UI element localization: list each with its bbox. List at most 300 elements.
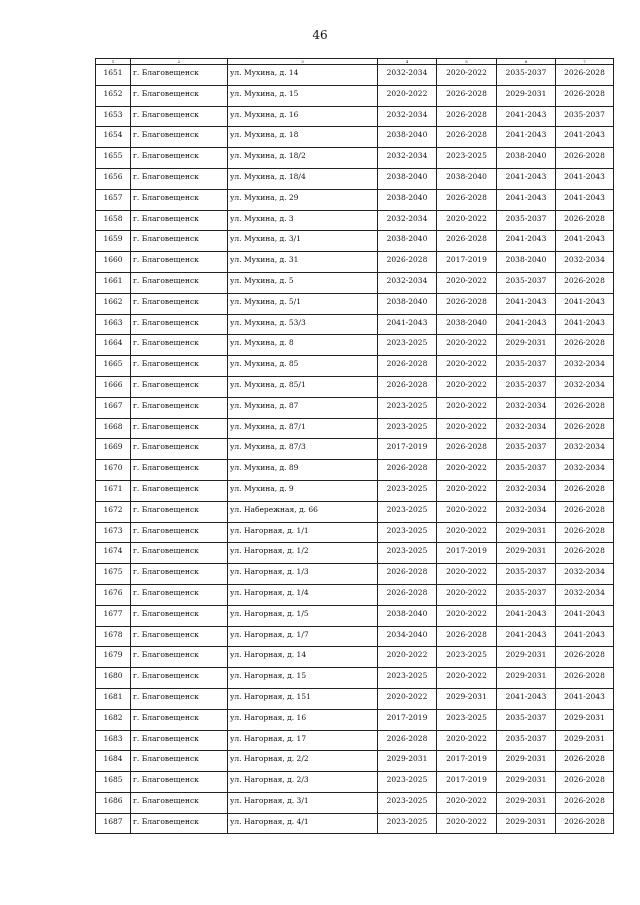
period-cell: 2020-2022 (437, 272, 497, 293)
row-number: 1666 (96, 376, 131, 397)
table-row (96, 584, 614, 605)
period-cell: 2020-2022 (378, 85, 437, 106)
city-cell: г. Благовещенск (131, 584, 228, 605)
period-cell: 2020-2022 (437, 564, 497, 585)
period-cell: 2041-2043 (556, 231, 614, 252)
period-cell: 2026-2028 (378, 356, 437, 377)
row-number: 1663 (96, 314, 131, 335)
city-cell: г. Благовещенск (131, 501, 228, 522)
address-cell: ул. Мухина, д. 87/3 (228, 439, 378, 460)
period-cell: 2041-2043 (378, 314, 437, 335)
period-cell: 2026-2028 (378, 584, 437, 605)
city-cell: г. Благовещенск (131, 356, 228, 377)
period-cell: 2032-2034 (378, 65, 437, 86)
table-row (96, 65, 614, 86)
city-cell: г. Благовещенск (131, 127, 228, 148)
period-cell: 2026-2028 (378, 460, 437, 481)
address-cell: ул. Нагорная, д. 17 (228, 730, 378, 751)
table-row (96, 210, 614, 231)
city-cell: г. Благовещенск (131, 439, 228, 460)
period-cell: 2029-2031 (556, 730, 614, 751)
address-cell: ул. Мухина, д. 5/1 (228, 293, 378, 314)
table-row (96, 605, 614, 626)
address-cell: ул. Нагорная, д. 2/3 (228, 772, 378, 793)
period-cell: 2026-2028 (556, 272, 614, 293)
period-cell: 2017-2019 (378, 439, 437, 460)
row-number: 1685 (96, 772, 131, 793)
period-cell: 2032-2034 (497, 397, 556, 418)
period-cell: 2035-2037 (497, 564, 556, 585)
period-cell: 2023-2025 (378, 543, 437, 564)
period-cell: 2020-2022 (437, 65, 497, 86)
row-number: 1671 (96, 480, 131, 501)
period-cell: 2029-2031 (497, 668, 556, 689)
city-cell: г. Благовещенск (131, 231, 228, 252)
table-row (96, 376, 614, 397)
period-cell: 2032-2034 (556, 376, 614, 397)
row-number: 1654 (96, 127, 131, 148)
address-cell: ул. Мухина, д. 87/1 (228, 418, 378, 439)
address-cell: ул. Мухина, д. 15 (228, 85, 378, 106)
period-cell: 2038-2040 (378, 605, 437, 626)
row-number: 1670 (96, 460, 131, 481)
period-cell: 2026-2028 (378, 252, 437, 273)
period-cell: 2038-2040 (378, 231, 437, 252)
period-cell: 2026-2028 (556, 85, 614, 106)
address-cell: ул. Нагорная, д. 1/5 (228, 605, 378, 626)
period-cell: 2026-2028 (556, 522, 614, 543)
period-cell: 2026-2028 (556, 480, 614, 501)
city-cell: г. Благовещенск (131, 772, 228, 793)
period-cell: 2038-2040 (497, 252, 556, 273)
city-cell: г. Благовещенск (131, 813, 228, 834)
period-cell: 2041-2043 (556, 127, 614, 148)
column-number: 3 (228, 59, 378, 65)
period-cell: 2032-2034 (497, 418, 556, 439)
period-cell: 2035-2037 (497, 65, 556, 86)
period-cell: 2032-2034 (378, 210, 437, 231)
address-cell: ул. Мухина, д. 18/2 (228, 148, 378, 169)
row-number: 1686 (96, 792, 131, 813)
row-number: 1679 (96, 647, 131, 668)
row-number: 1669 (96, 439, 131, 460)
row-number: 1680 (96, 668, 131, 689)
row-number: 1687 (96, 813, 131, 834)
period-cell: 2032-2034 (378, 148, 437, 169)
period-cell: 2026-2028 (556, 418, 614, 439)
row-number: 1681 (96, 688, 131, 709)
table-row (96, 148, 614, 169)
city-cell: г. Благовещенск (131, 605, 228, 626)
period-cell: 2038-2040 (378, 168, 437, 189)
row-number: 1656 (96, 168, 131, 189)
period-cell: 2032-2034 (556, 584, 614, 605)
city-cell: г. Благовещенск (131, 730, 228, 751)
period-cell: 2041-2043 (497, 688, 556, 709)
period-cell: 2020-2022 (437, 792, 497, 813)
address-cell: ул. Нагорная, д. 3/1 (228, 792, 378, 813)
table-row (96, 730, 614, 751)
period-cell: 2029-2031 (497, 751, 556, 772)
row-number: 1660 (96, 252, 131, 273)
period-cell: 2032-2034 (556, 439, 614, 460)
period-cell: 2038-2040 (378, 293, 437, 314)
city-cell: г. Благовещенск (131, 293, 228, 314)
period-cell: 2041-2043 (497, 106, 556, 127)
row-number: 1659 (96, 231, 131, 252)
table-row (96, 751, 614, 772)
address-cell: ул. Нагорная, д. 4/1 (228, 813, 378, 834)
table-row (96, 252, 614, 273)
address-cell: ул. Мухина, д. 29 (228, 189, 378, 210)
period-cell: 2041-2043 (497, 293, 556, 314)
column-number: 4 (378, 59, 437, 65)
period-cell: 2038-2040 (378, 127, 437, 148)
period-cell: 2026-2028 (556, 148, 614, 169)
address-cell: ул. Мухина, д. 9 (228, 480, 378, 501)
address-cell: ул. Мухина, д. 85 (228, 356, 378, 377)
row-number: 1657 (96, 189, 131, 210)
table-row (96, 626, 614, 647)
table-row (96, 418, 614, 439)
period-cell: 2041-2043 (497, 189, 556, 210)
period-cell: 2029-2031 (556, 709, 614, 730)
column-number: 6 (497, 59, 556, 65)
city-cell: г. Благовещенск (131, 792, 228, 813)
period-cell: 2038-2040 (437, 314, 497, 335)
table-row (96, 272, 614, 293)
period-cell: 2035-2037 (497, 439, 556, 460)
period-cell: 2029-2031 (497, 772, 556, 793)
table-row (96, 688, 614, 709)
address-cell: ул. Набережная, д. 66 (228, 501, 378, 522)
period-cell: 2029-2031 (437, 688, 497, 709)
address-cell: ул. Нагорная, д. 151 (228, 688, 378, 709)
table-row (96, 106, 614, 127)
row-number: 1668 (96, 418, 131, 439)
period-cell: 2020-2022 (437, 210, 497, 231)
period-cell: 2032-2034 (556, 460, 614, 481)
period-cell: 2026-2028 (378, 376, 437, 397)
row-number: 1661 (96, 272, 131, 293)
period-cell: 2035-2037 (497, 210, 556, 231)
period-cell: 2026-2028 (556, 543, 614, 564)
city-cell: г. Благовещенск (131, 106, 228, 127)
period-cell: 2032-2034 (378, 106, 437, 127)
period-cell: 2023-2025 (378, 501, 437, 522)
period-cell: 2029-2031 (497, 335, 556, 356)
address-cell: ул. Нагорная, д. 1/2 (228, 543, 378, 564)
table-row (96, 647, 614, 668)
period-cell: 2041-2043 (556, 688, 614, 709)
period-cell: 2023-2025 (378, 668, 437, 689)
period-cell: 2023-2025 (437, 709, 497, 730)
period-cell: 2020-2022 (437, 730, 497, 751)
period-cell: 2026-2028 (437, 106, 497, 127)
period-cell: 2041-2043 (556, 626, 614, 647)
period-cell: 2026-2028 (437, 231, 497, 252)
period-cell: 2026-2028 (556, 65, 614, 86)
city-cell: г. Благовещенск (131, 564, 228, 585)
row-number: 1672 (96, 501, 131, 522)
table-row (96, 356, 614, 377)
address-cell: ул. Мухина, д. 18 (228, 127, 378, 148)
period-cell: 2038-2040 (378, 189, 437, 210)
period-cell: 2035-2037 (497, 709, 556, 730)
city-cell: г. Благовещенск (131, 709, 228, 730)
period-cell: 2029-2031 (497, 85, 556, 106)
period-cell: 2026-2028 (556, 813, 614, 834)
period-cell: 2035-2037 (497, 356, 556, 377)
period-cell: 2026-2028 (556, 210, 614, 231)
city-cell: г. Благовещенск (131, 668, 228, 689)
table-row (96, 772, 614, 793)
period-cell: 2026-2028 (556, 335, 614, 356)
table-row (96, 439, 614, 460)
period-cell: 2020-2022 (437, 605, 497, 626)
period-cell: 2032-2034 (556, 564, 614, 585)
city-cell: г. Благовещенск (131, 418, 228, 439)
row-number: 1655 (96, 148, 131, 169)
column-number: 2 (131, 59, 228, 65)
city-cell: г. Благовещенск (131, 751, 228, 772)
period-cell: 2041-2043 (556, 293, 614, 314)
period-cell: 2041-2043 (497, 168, 556, 189)
city-cell: г. Благовещенск (131, 397, 228, 418)
row-number: 1682 (96, 709, 131, 730)
period-cell: 2029-2031 (497, 522, 556, 543)
period-cell: 2017-2019 (437, 252, 497, 273)
period-cell: 2020-2022 (437, 480, 497, 501)
row-number: 1684 (96, 751, 131, 772)
period-cell: 2034-2040 (378, 626, 437, 647)
table-row (96, 85, 614, 106)
address-cell: ул. Нагорная, д. 16 (228, 709, 378, 730)
row-number: 1677 (96, 605, 131, 626)
row-number: 1675 (96, 564, 131, 585)
period-cell: 2041-2043 (556, 189, 614, 210)
row-number: 1662 (96, 293, 131, 314)
city-cell: г. Благовещенск (131, 376, 228, 397)
period-cell: 2023-2025 (378, 772, 437, 793)
table-row (96, 168, 614, 189)
period-cell: 2026-2028 (556, 397, 614, 418)
address-cell: ул. Мухина, д. 31 (228, 252, 378, 273)
period-cell: 2026-2028 (556, 668, 614, 689)
row-number: 1673 (96, 522, 131, 543)
table-row (96, 127, 614, 148)
table-row (96, 813, 614, 834)
period-cell: 2020-2022 (437, 584, 497, 605)
period-cell: 2035-2037 (497, 730, 556, 751)
period-cell: 2020-2022 (437, 356, 497, 377)
address-cell: ул. Мухина, д. 5 (228, 272, 378, 293)
address-cell: ул. Нагорная, д. 1/7 (228, 626, 378, 647)
address-cell: ул. Нагорная, д. 1/4 (228, 584, 378, 605)
city-cell: г. Благовещенск (131, 460, 228, 481)
table-row (96, 480, 614, 501)
period-cell: 2020-2022 (437, 813, 497, 834)
period-cell: 2035-2037 (556, 106, 614, 127)
city-cell: г. Благовещенск (131, 480, 228, 501)
period-cell: 2041-2043 (556, 314, 614, 335)
row-number: 1665 (96, 356, 131, 377)
period-cell: 2020-2022 (437, 501, 497, 522)
period-cell: 2026-2028 (437, 293, 497, 314)
table-row (96, 792, 614, 813)
table-row (96, 501, 614, 522)
city-cell: г. Благовещенск (131, 148, 228, 169)
city-cell: г. Благовещенск (131, 85, 228, 106)
table-row (96, 668, 614, 689)
period-cell: 2029-2031 (497, 543, 556, 564)
period-cell: 2032-2034 (556, 356, 614, 377)
table-row (96, 460, 614, 481)
period-cell: 2020-2022 (437, 376, 497, 397)
period-cell: 2023-2025 (378, 480, 437, 501)
period-cell: 2026-2028 (556, 751, 614, 772)
city-cell: г. Благовещенск (131, 335, 228, 356)
period-cell: 2020-2022 (378, 647, 437, 668)
period-cell: 2029-2031 (497, 792, 556, 813)
period-cell: 2026-2028 (556, 792, 614, 813)
address-cell: ул. Мухина, д. 89 (228, 460, 378, 481)
period-cell: 2023-2025 (378, 522, 437, 543)
period-cell: 2035-2037 (497, 460, 556, 481)
period-cell: 2026-2028 (437, 439, 497, 460)
period-cell: 2041-2043 (497, 626, 556, 647)
address-cell: ул. Мухина, д. 53/3 (228, 314, 378, 335)
table-row (96, 397, 614, 418)
row-number: 1676 (96, 584, 131, 605)
table-row (96, 189, 614, 210)
city-cell: г. Благовещенск (131, 189, 228, 210)
table-row (96, 564, 614, 585)
period-cell: 2026-2028 (378, 730, 437, 751)
period-cell: 2023-2025 (378, 397, 437, 418)
address-cell: ул. Мухина, д. 85/1 (228, 376, 378, 397)
city-cell: г. Благовещенск (131, 543, 228, 564)
period-cell: 2017-2019 (437, 751, 497, 772)
column-number: 5 (437, 59, 497, 65)
row-number: 1658 (96, 210, 131, 231)
table-row (96, 293, 614, 314)
period-cell: 2029-2031 (497, 813, 556, 834)
period-cell: 2020-2022 (437, 418, 497, 439)
period-cell: 2017-2019 (437, 543, 497, 564)
period-cell: 2026-2028 (556, 772, 614, 793)
address-cell: ул. Нагорная, д. 15 (228, 668, 378, 689)
period-cell: 2026-2028 (437, 85, 497, 106)
row-number: 1667 (96, 397, 131, 418)
period-cell: 2023-2025 (378, 335, 437, 356)
table-row (96, 543, 614, 564)
period-cell: 2026-2028 (378, 564, 437, 585)
period-cell: 2035-2037 (497, 584, 556, 605)
period-cell: 2026-2028 (556, 647, 614, 668)
period-cell: 2038-2040 (437, 168, 497, 189)
city-cell: г. Благовещенск (131, 168, 228, 189)
period-cell: 2041-2043 (556, 168, 614, 189)
city-cell: г. Благовещенск (131, 210, 228, 231)
period-cell: 2029-2031 (497, 647, 556, 668)
city-cell: г. Благовещенск (131, 252, 228, 273)
city-cell: г. Благовещенск (131, 647, 228, 668)
period-cell: 2020-2022 (437, 522, 497, 543)
city-cell: г. Благовещенск (131, 272, 228, 293)
city-cell: г. Благовещенск (131, 626, 228, 647)
period-cell: 2038-2040 (497, 148, 556, 169)
period-cell: 2017-2019 (437, 772, 497, 793)
table-row (96, 709, 614, 730)
address-cell: ул. Мухина, д. 3 (228, 210, 378, 231)
address-cell: ул. Мухина, д. 8 (228, 335, 378, 356)
period-cell: 2020-2022 (437, 668, 497, 689)
table-row (96, 335, 614, 356)
period-cell: 2023-2025 (378, 813, 437, 834)
period-cell: 2023-2025 (378, 792, 437, 813)
housing-schedule-table (95, 58, 614, 834)
period-cell: 2041-2043 (497, 314, 556, 335)
period-cell: 2020-2022 (378, 688, 437, 709)
period-cell: 2035-2037 (497, 272, 556, 293)
row-number: 1683 (96, 730, 131, 751)
period-cell: 2041-2043 (497, 127, 556, 148)
address-cell: ул. Нагорная, д. 2/2 (228, 751, 378, 772)
period-cell: 2032-2034 (378, 272, 437, 293)
column-number: 1 (96, 59, 131, 65)
period-cell: 2023-2025 (378, 418, 437, 439)
period-cell: 2041-2043 (497, 231, 556, 252)
period-cell: 2032-2034 (497, 480, 556, 501)
period-cell: 2026-2028 (437, 189, 497, 210)
address-cell: ул. Мухина, д. 16 (228, 106, 378, 127)
city-cell: г. Благовещенск (131, 314, 228, 335)
page-number: 46 (312, 28, 328, 42)
address-cell: ул. Мухина, д. 3/1 (228, 231, 378, 252)
period-cell: 2032-2034 (556, 252, 614, 273)
period-cell: 2041-2043 (556, 605, 614, 626)
row-number: 1674 (96, 543, 131, 564)
row-number: 1652 (96, 85, 131, 106)
address-cell: ул. Нагорная, д. 1/1 (228, 522, 378, 543)
address-cell: ул. Нагорная, д. 1/3 (228, 564, 378, 585)
column-number: 7 (556, 59, 614, 65)
table-row (96, 522, 614, 543)
period-cell: 2020-2022 (437, 460, 497, 481)
city-cell: г. Благовещенск (131, 688, 228, 709)
period-cell: 2023-2025 (437, 647, 497, 668)
period-cell: 2026-2028 (437, 127, 497, 148)
period-cell: 2026-2028 (556, 501, 614, 522)
city-cell: г. Благовещенск (131, 522, 228, 543)
period-cell: 2023-2025 (437, 148, 497, 169)
row-number: 1653 (96, 106, 131, 127)
row-number: 1664 (96, 335, 131, 356)
table-row (96, 314, 614, 335)
period-cell: 2017-2019 (378, 709, 437, 730)
table-row (96, 231, 614, 252)
period-cell: 2035-2037 (497, 376, 556, 397)
row-number: 1651 (96, 65, 131, 86)
period-cell: 2020-2022 (437, 335, 497, 356)
address-cell: ул. Мухина, д. 14 (228, 65, 378, 86)
period-cell: 2026-2028 (437, 626, 497, 647)
period-cell: 2020-2022 (437, 397, 497, 418)
address-cell: ул. Мухина, д. 87 (228, 397, 378, 418)
period-cell: 2041-2043 (497, 605, 556, 626)
address-cell: ул. Нагорная, д. 14 (228, 647, 378, 668)
